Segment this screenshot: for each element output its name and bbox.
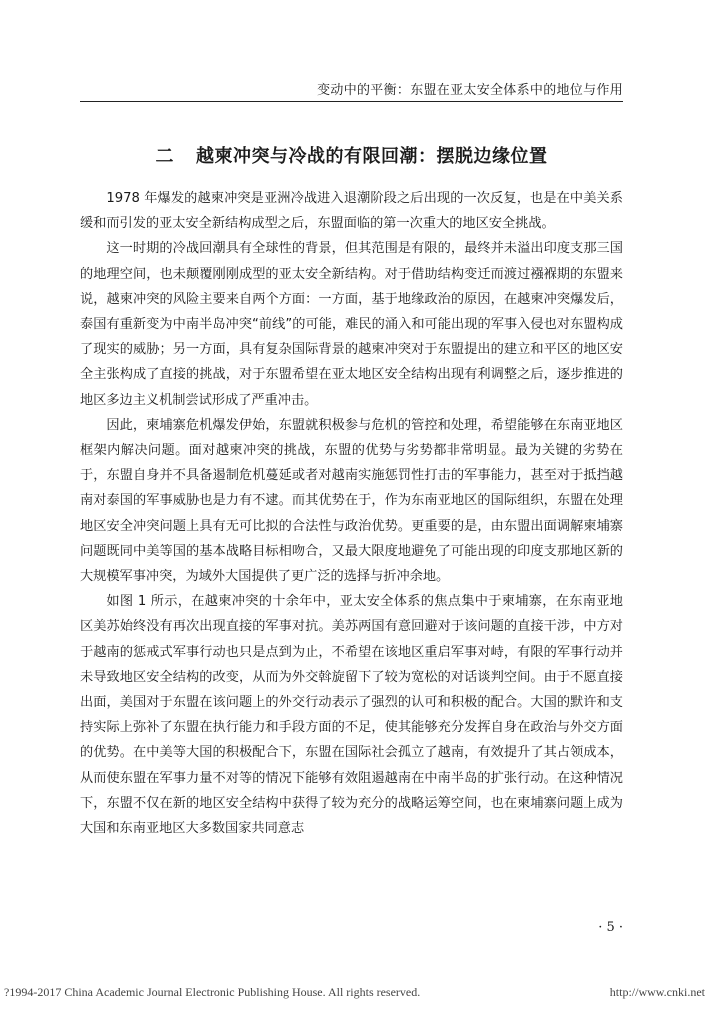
section-title bbox=[80, 142, 623, 168]
section-number: 二 bbox=[155, 146, 174, 167]
page-number: · 5 · bbox=[598, 920, 623, 935]
copyright-text: ?1994-2017 China Academic Journal Electronic Publishing House. All rights reserved. bbox=[4, 985, 421, 999]
paragraph: 因此，柬埔寨危机爆发伊始，东盟就积极参与危机的管控和处理，希望能够在东南亚地区框架内解决问题。面对越柬冲突的挑战，东盟的优势与劣势都非常明显。最为关键的劣势在于，东盟自身并不具备遏制危机蔓延或者对越南实施惩罚性打击的军事能力，甚至对于抵挡越南对泰国的军事威胁也是力有不逮。而其优势在于，作为东南亚地区的国际组织，东盟在处理地区安全冲突问题上具有无可比拟的合法性与政治优势。更重要的是，由东盟出面调解柬埔寨问题既同中美等国的基本战略目标相吻合，又最大限度地避免了可能出现的印度支那地区新的大规模军事冲突，为域外大国提供了更广泛的选择与折冲余地。 bbox=[80, 417, 623, 585]
running-header: 变动中的平衡：东盟在亚太安全体系中的地位与作用 bbox=[317, 83, 623, 98]
site-url: http://www.cnki.net bbox=[609, 985, 705, 999]
copyright-footer bbox=[4, 985, 705, 1000]
paragraph: 如图 1 所示，在越柬冲突的十余年中，亚太安全体系的焦点集中于柬埔寨，在东南亚地区美苏始终没有再次出现直接的军事对抗。美苏两国有意回避对于该问题的直接干涉，中方对于越南的惩戒式军事行动也只是点到为止，不希望在该地区重启军事对峙，有限的军事行动并未导致地区安全结构的改变，从而为外交斡旋留下了较为宽松的对话谈判空间。由于不愿直接出面，美国对于东盟在该问题上的外交行动表示了强烈的认可和积极的配合。大国的默许和支持实际上弥补了东盟在执行能力和手段方面的不足，使其能够充分发挥自身在政治与外交方面的优势。在中美等大国的积极配合下，东盟在国际社会孤立了越南，有效提升了其占领成本，从而使东盟在军事力量不对等的情况下能够有效阻遏越南在中南半岛的扩张行动。在这种情况下，东盟不仅在新的地区安全结构中获得了较为充分的战略运筹空间，也在柬埔寨问题上成为大国和东南亚地区大多数国家共同意志 bbox=[80, 594, 623, 837]
section-heading-text: 越柬冲突与冷战的有限回潮：摆脱边缘位置 bbox=[196, 146, 548, 167]
paragraph: 1978 年爆发的越柬冲突是亚洲冷战进入退潮阶段之后出现的一次反复，也是在中美关系缓和而引发的亚太安全新结构成型之后，东盟面临的第一次重大的地区安全挑战。 bbox=[80, 191, 623, 232]
header-divider bbox=[80, 101, 623, 102]
article-body bbox=[80, 186, 623, 841]
paragraph: 这一时期的冷战回潮具有全球性的背景，但其范围是有限的，最终并未溢出印度支那三国的地理空间，也未颠覆刚刚成型的亚太安全新结构。对于借助结构变迁而渡过襁褓期的东盟来说，越柬冲突的风险主要来自两个方面：一方面，基于地缘政治的原因，在越柬冲突爆发后，泰国有重新变为中南半岛冲突“前线”的可能，难民的涌入和可能出现的军事入侵也对东盟构成了现实的威胁；另一方面，具有复杂国际背景的越柬冲突对于东盟提出的建立和平区的地区安全主张构成了直接的挑战，对于东盟希望在亚太地区安全结构出现有利调整之后，逐步推进的地区多边主义机制尝试形成了严重冲击。 bbox=[80, 241, 623, 408]
